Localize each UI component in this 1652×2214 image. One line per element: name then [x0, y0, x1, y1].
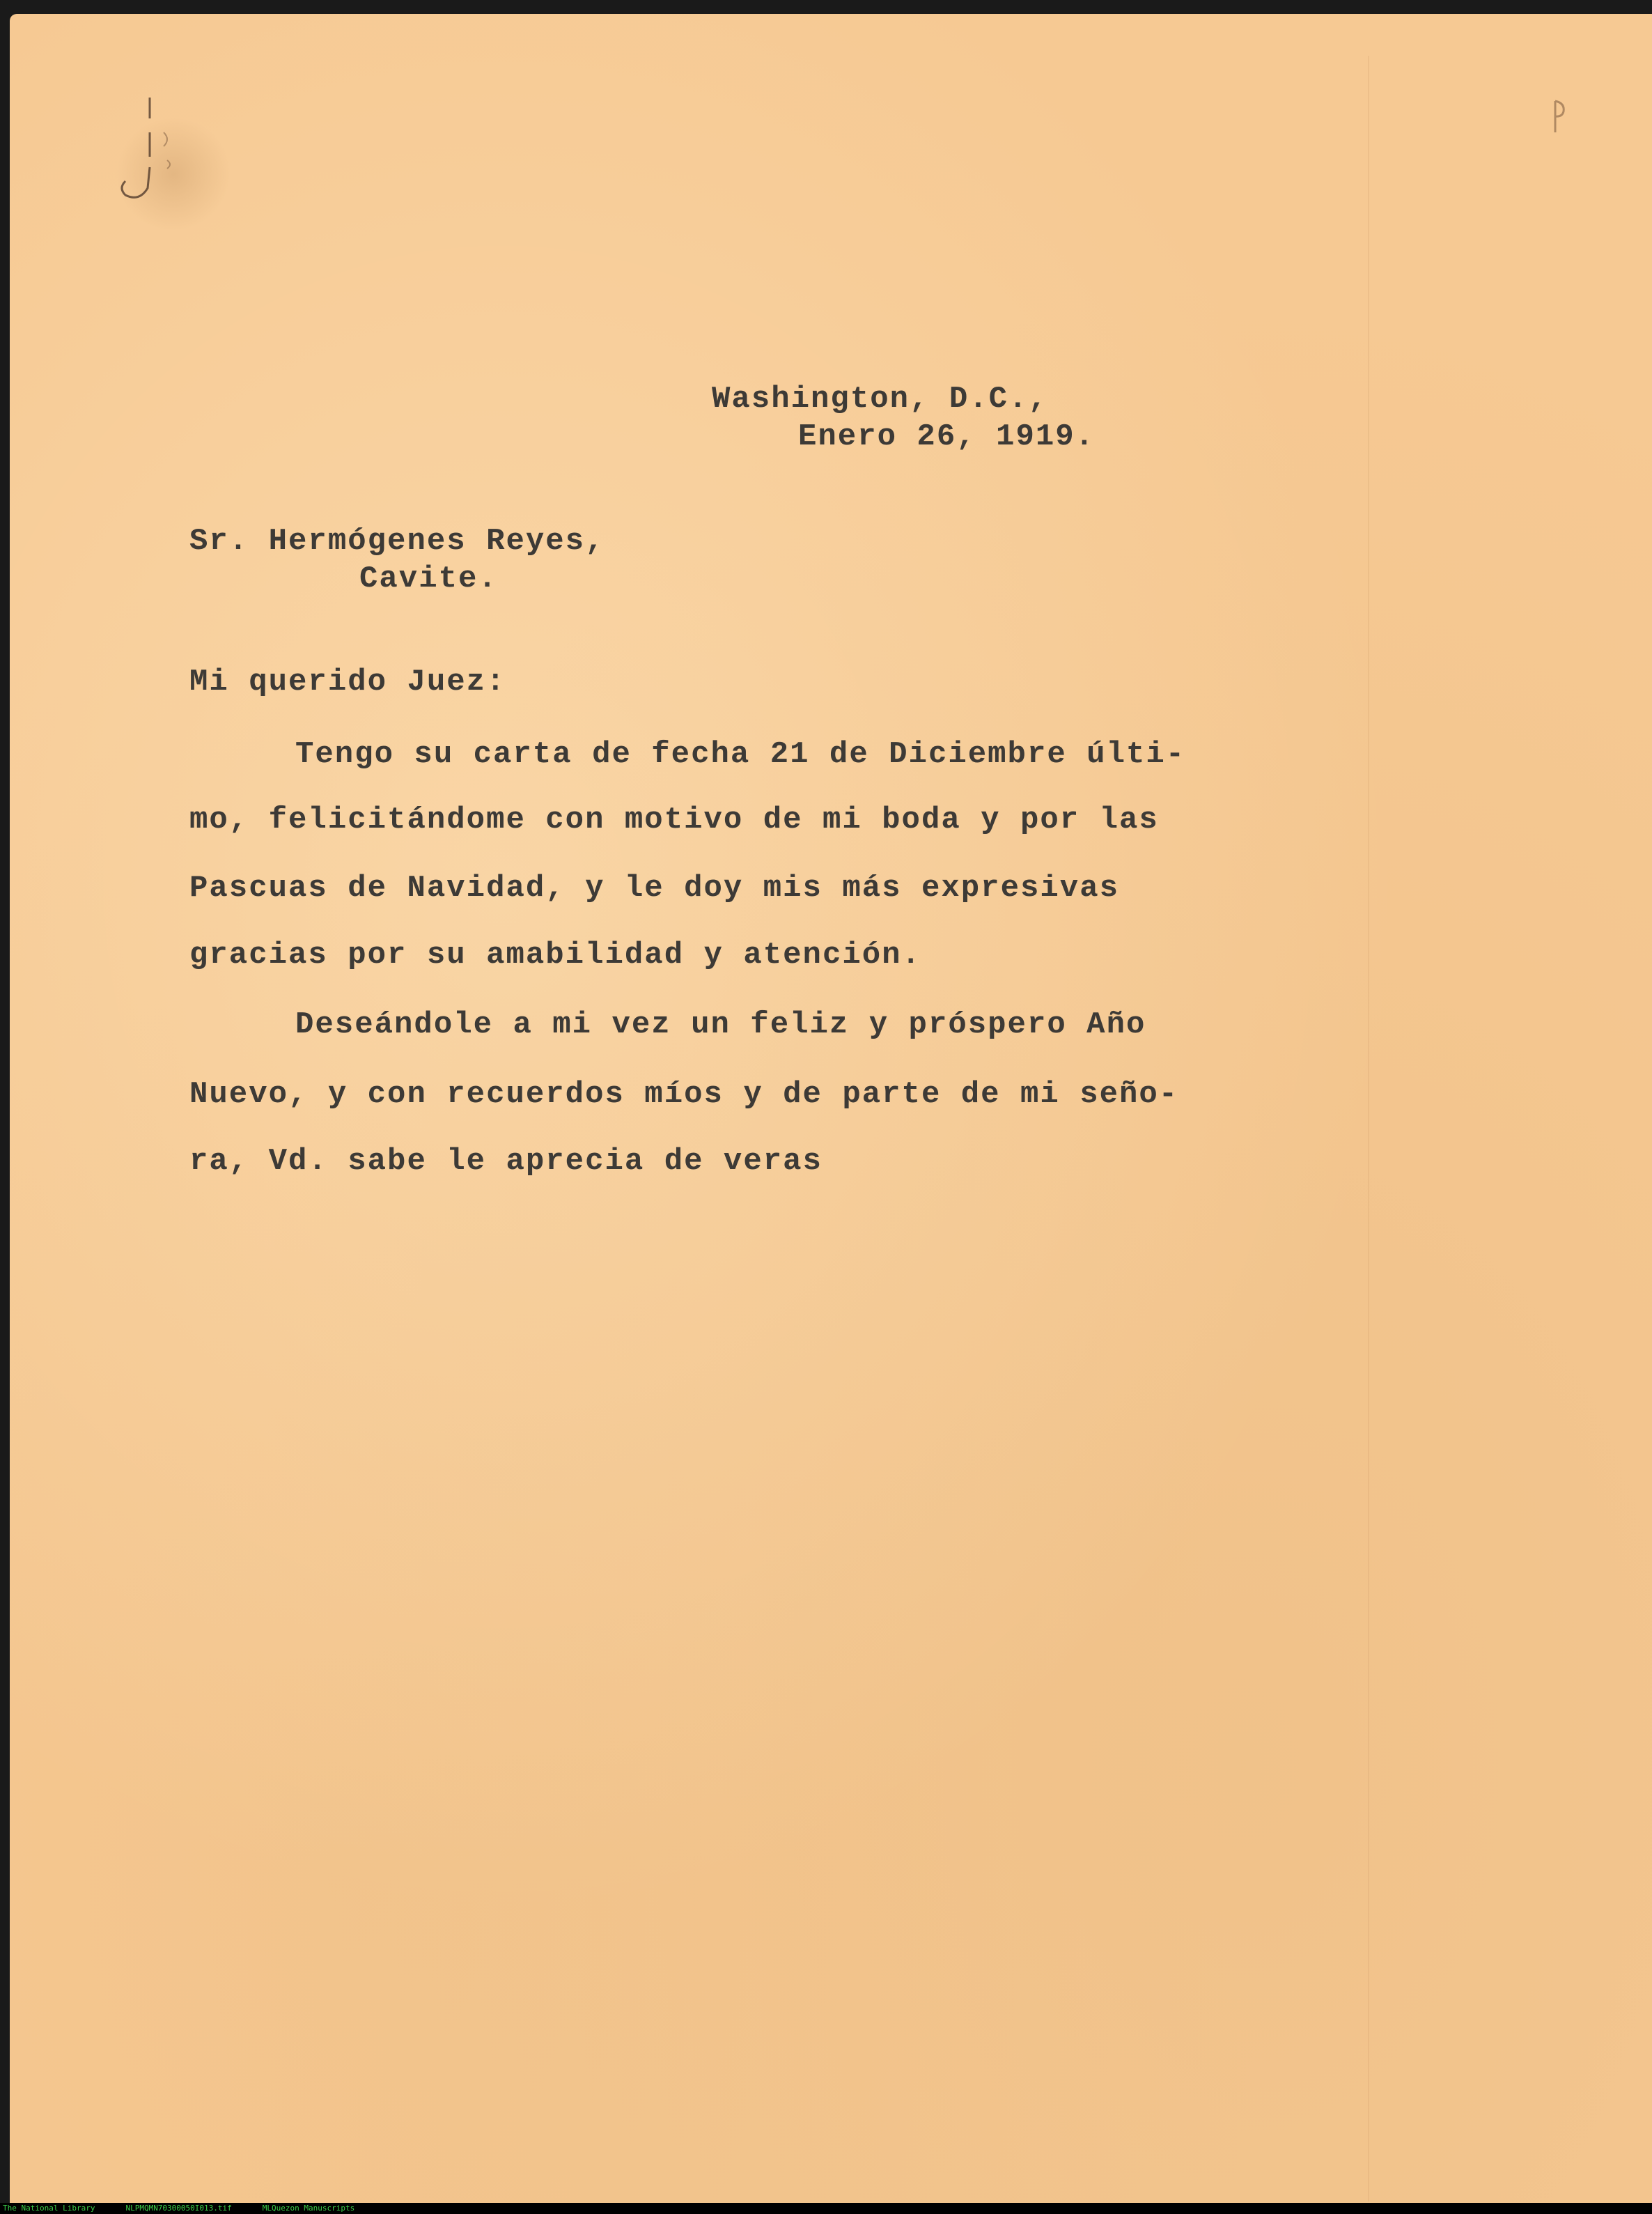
footer-collection: MLQuezon Manuscripts [262, 2204, 355, 2213]
scan-footer-bar [0, 2203, 1652, 2214]
paragraph-line: ra, Vd. sabe le aprecia de veras [189, 1144, 823, 1179]
letter-place: Washington, D.C., [712, 382, 1048, 417]
footer-filename: NLPMQMN70300050I013.tif [125, 2204, 232, 2213]
footer-institution: The National Library [3, 2204, 95, 2213]
paragraph-line: Pascuas de Navidad, y le doy mis más expresivas [189, 871, 1120, 906]
paragraph-line: mo, felicitándome con motivo de mi boda y por las [189, 803, 1159, 837]
paragraph-line: gracias por su amabilidad y atención. [189, 938, 921, 973]
paragraph-line: Nuevo, y con recuerdos míos y de parte de mi seño- [189, 1077, 1179, 1112]
paragraph-line: Deseándole a mi vez un feliz y próspero Año [295, 1007, 1146, 1042]
letter-date: Enero 26, 1919. [798, 419, 1096, 454]
salutation: Mi querido Juez: [189, 665, 506, 699]
paragraph-line: Tengo su carta de fecha 21 de Diciembre últi- [295, 737, 1186, 772]
recipient-location: Cavite. [359, 562, 498, 596]
recipient-name: Sr. Hermógenes Reyes, [189, 524, 605, 559]
